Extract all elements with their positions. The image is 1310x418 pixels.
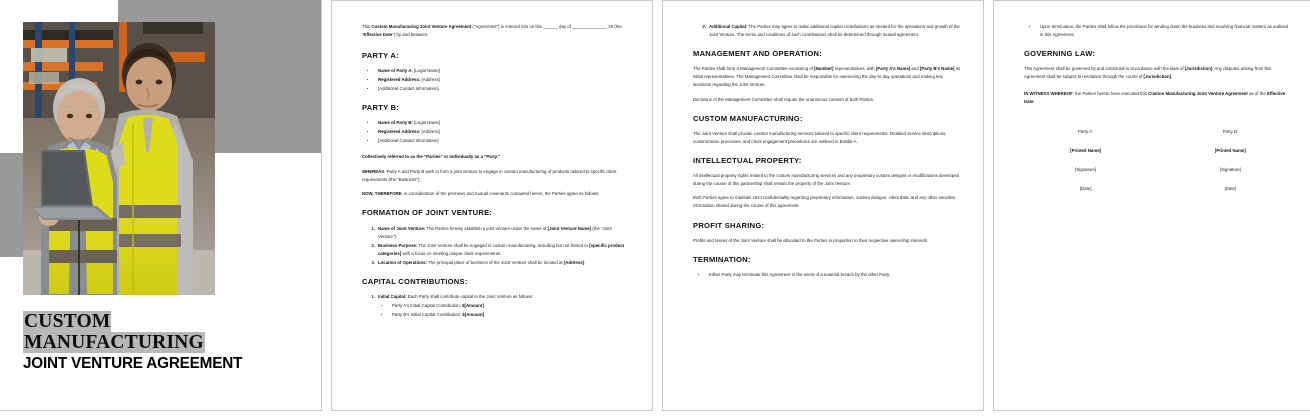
signature-party-a-signature[interactable]: [Signature] [1075,167,1097,173]
witness-label: IN WITNESS WHEREOF [1024,91,1073,97]
heading-profit-sharing: PROFIT SHARING: [693,220,765,230]
heading-party-a: PARTY A: [362,51,399,61]
item-value: [Legal Name] [413,120,441,126]
item-value: The Parties may agree to make additional capital contributions as needed for the operations and growth of the Joint Venture. The terms and conditions of such contributions shall be determined through mutual agreement. [709,24,960,38]
list-item [376,128,630,136]
item-label-2: [specific product categories] [378,242,625,256]
intro-text-a: This [362,24,372,29]
item-amount: $[Amount] [462,302,484,308]
now-therefore-label: NOW, THEREFORE [362,191,402,197]
now-therefore-paragraph [362,190,630,198]
signature-row-party-labels [1024,128,1292,136]
intro-text-e: ") by and between: [392,32,429,38]
list-item [376,85,630,93]
gov-text-e: . [1171,74,1173,80]
whereas-label: WHEREAS [362,168,385,174]
witness-effective-date: Effective Date [1024,91,1286,105]
heading-custom-manufacturing: CUSTOM MANUFACTURING: [693,113,803,123]
mgmt-text-g: as initial representatives. The Management Committee shall be responsible for overseeing the day-to-day operations and making key decisions regarding the Joint Venture. [693,66,961,88]
page-3 [662,0,984,411]
item-value-2: with a focus on meeting unique client requirements. [401,250,502,256]
cover-title-block [23,312,303,373]
item-label: Additional Capital: [709,24,748,29]
item-value: [Additional Contact Information] [378,138,439,144]
item-label: Registered Address: [378,77,421,83]
witness-text-a: , the Parties hereto have executed this [1072,91,1149,97]
item-label: Name of Party A: [378,68,413,74]
list-item [707,23,961,39]
profit-sharing-paragraph: Profits and losses of the Joint Venture shall be allocated to the Parties in proportion to their respective ownership interests. [693,237,929,243]
item-value: The Joint Venture shall be engaged in custom manufacturing, including but not limited to [417,242,590,248]
item-value: Party A's Initial Capital Contribution: [392,302,463,308]
termination-list-continued [1024,23,1292,39]
signature-party-b-printed-name[interactable]: [Printed Name] [1214,148,1246,154]
heading-governing-law: GOVERNING LAW: [1024,49,1096,59]
heading-capital-contributions: CAPITAL CONTRIBUTIONS: [362,276,468,286]
collectively-paragraph [362,153,630,161]
list-item [390,302,630,310]
mgmt-text-e: and [910,66,920,72]
custom-manufacturing-paragraph: The Joint Venture shall provide custom manufacturing services tailored to specific client requirements. Detailed service descriptions, customization processes, and client engagement procedures are outlined in Exhibit A. [693,130,947,144]
management-paragraph-1 [693,65,961,89]
page-3-body [693,23,961,279]
witness-agreement-title: Custom Manufacturing Joint Venture Agreement [1148,91,1248,97]
signature-party-b-date[interactable]: [Date] [1224,186,1237,192]
item-value: Party B's Initial Capital Contribution: [392,311,463,317]
item-value-2: . [584,259,586,265]
item-value: [Address] [420,129,440,135]
whereas-paragraph [362,168,630,184]
item-value: [Address] [420,77,440,83]
item-value: Each Party shall contribute capital to the Joint Venture as follows: [406,293,534,299]
capital-list [362,293,630,319]
page-cover [0,0,322,411]
party-b-list [362,119,630,145]
page-4 [993,0,1310,411]
item-value: [Legal Name] [412,68,440,74]
signature-block [1024,128,1292,193]
heading-formation-of-joint-venture: FORMATION OF JOINT VENTURE: [362,208,493,218]
gov-text-a: This Agreement shall be governed by and construed in accordance with the laws of [1024,66,1185,72]
witness-paragraph [1024,90,1292,106]
page-2-body [362,23,630,319]
cover-title-text-2: MANUFACTURING [24,331,204,353]
intellectual-property-paragraph-1: All intellectual property rights related to the custom manufacturing services and any proprietary custom designs or modifications developed during the course of this partnership shall remain the property of the Joint Venture. [693,172,960,186]
effective-date-bold: Effective Date [363,32,393,38]
party-a-name-placeholder: [Party A's Name] [875,66,911,72]
party-a-list [362,67,630,93]
intro-text-c: ("Agreement") is entered into on this ______ day of ______________, 20 (the " [362,24,622,38]
cover-title-line-1 [23,312,303,332]
item-label: Registered Address: [378,129,421,135]
signature-party-a-date[interactable]: [Date] [1079,186,1092,192]
agreement-title-bold: Custom Manufacturing Joint Venture Agreement [371,24,472,29]
heading-management-and-operation: MANAGEMENT AND OPERATION: [693,49,823,59]
collectively-text: Collectively referred to as the "Parties" or individually as a "Party." [362,154,501,160]
list-item [376,259,630,267]
termination-list [693,271,961,279]
page-4-body [1024,23,1292,193]
now-therefore-text: , in consideration of the premises and mutual covenants contained herein, the Parties agree as follows: [401,191,600,197]
management-paragraph-2: Decisions of the Management Committee shall require the unanimous consent of both Parties. [693,96,875,102]
item-label: Initial Capital: [378,293,407,299]
witness-text-b: as of the [1247,91,1267,97]
page-2 [331,0,653,411]
list-item [376,119,630,127]
item-label: Location of Operations: [378,259,427,265]
party-b-name-placeholder: [Party B's Name] [919,66,955,72]
mgmt-text-a: The Parties shall form a Management Committee consisting of [693,66,815,72]
gov-text-c: . Any disputes arising from this Agreement shall be subject to resolution through the courts of [1024,66,1272,80]
item-value: The Parties hereby establish a joint venture under the name of [425,225,548,231]
list-item [376,225,630,241]
signature-row-signature [1024,166,1292,174]
capital-sub-list [378,302,630,319]
list-item: • Either Party may terminate this Agreement in the event of a material breach by the other Party. [707,271,961,279]
list-item [376,137,630,145]
witness-text-c: . [1033,99,1035,105]
signature-row-printed-name [1024,147,1292,155]
item-label: Business Purpose: [378,242,418,248]
signature-party-b-label: Party B: [1222,129,1239,135]
capital-list-continued [693,23,961,39]
signature-row-date [1024,185,1292,193]
cover-photo [23,22,215,295]
signature-party-b-signature[interactable]: [Signature] [1219,167,1241,173]
heading-termination: TERMINATION: [693,254,751,264]
cover-title-text-1: CUSTOM [24,311,111,332]
item-value: [Additional Contact Information] [378,86,439,92]
jurisdiction-placeholder-2: [Jurisdiction] [1143,74,1172,80]
cover-title-line-2 [23,333,303,353]
heading-party-b: PARTY B: [362,103,400,113]
signature-party-a-label: Party A: [1078,129,1094,135]
item-label-2: [Joint Venture Name] [547,225,592,231]
list-item [390,311,630,319]
item-value-2: (the "Joint Venture"). [378,225,612,239]
item-amount: $[Amount] [462,311,485,317]
item-label: Name of Joint Venture: [378,225,426,231]
jurisdiction-placeholder-1: [Jurisdiction] [1184,66,1213,72]
list-item [376,293,630,319]
intro-paragraph [362,23,630,39]
heading-intellectual-property: INTELLECTUAL PROPERTY: [693,155,802,165]
list-item: • Upon termination, the Parties shall follow the provisions for winding down the business and resolving financial matters as outlined in this Agreement. [1038,23,1292,39]
item-label-2: [Address] [563,259,585,265]
formation-list [362,225,630,267]
intellectual-property-paragraph-2: Both Parties agree to maintain strict confidentiality regarding proprietary information, custom designs, client data, and any other sensitive information shared during the course of this agreement. [693,195,956,209]
number-placeholder: [Number] [814,66,834,72]
list-item [376,76,630,84]
signature-party-a-printed-name[interactable]: [Printed Name] [1070,148,1102,154]
item-label: Name of Party B: [378,120,414,126]
item-value: The principal place of business of the Joint Venture shall be located at [427,259,564,265]
governing-law-paragraph [1024,65,1292,81]
whereas-text: , Party A and Party B wish to form a joint venture to engage in custom manufacturing of products tailored to specific client requirements (the "Business"); [362,168,617,182]
mgmt-text-c: representatives, with [833,66,876,72]
list-item [376,242,630,258]
cover-subtitle: JOINT VENTURE AGREEMENT [23,355,243,372]
list-item [376,67,630,75]
